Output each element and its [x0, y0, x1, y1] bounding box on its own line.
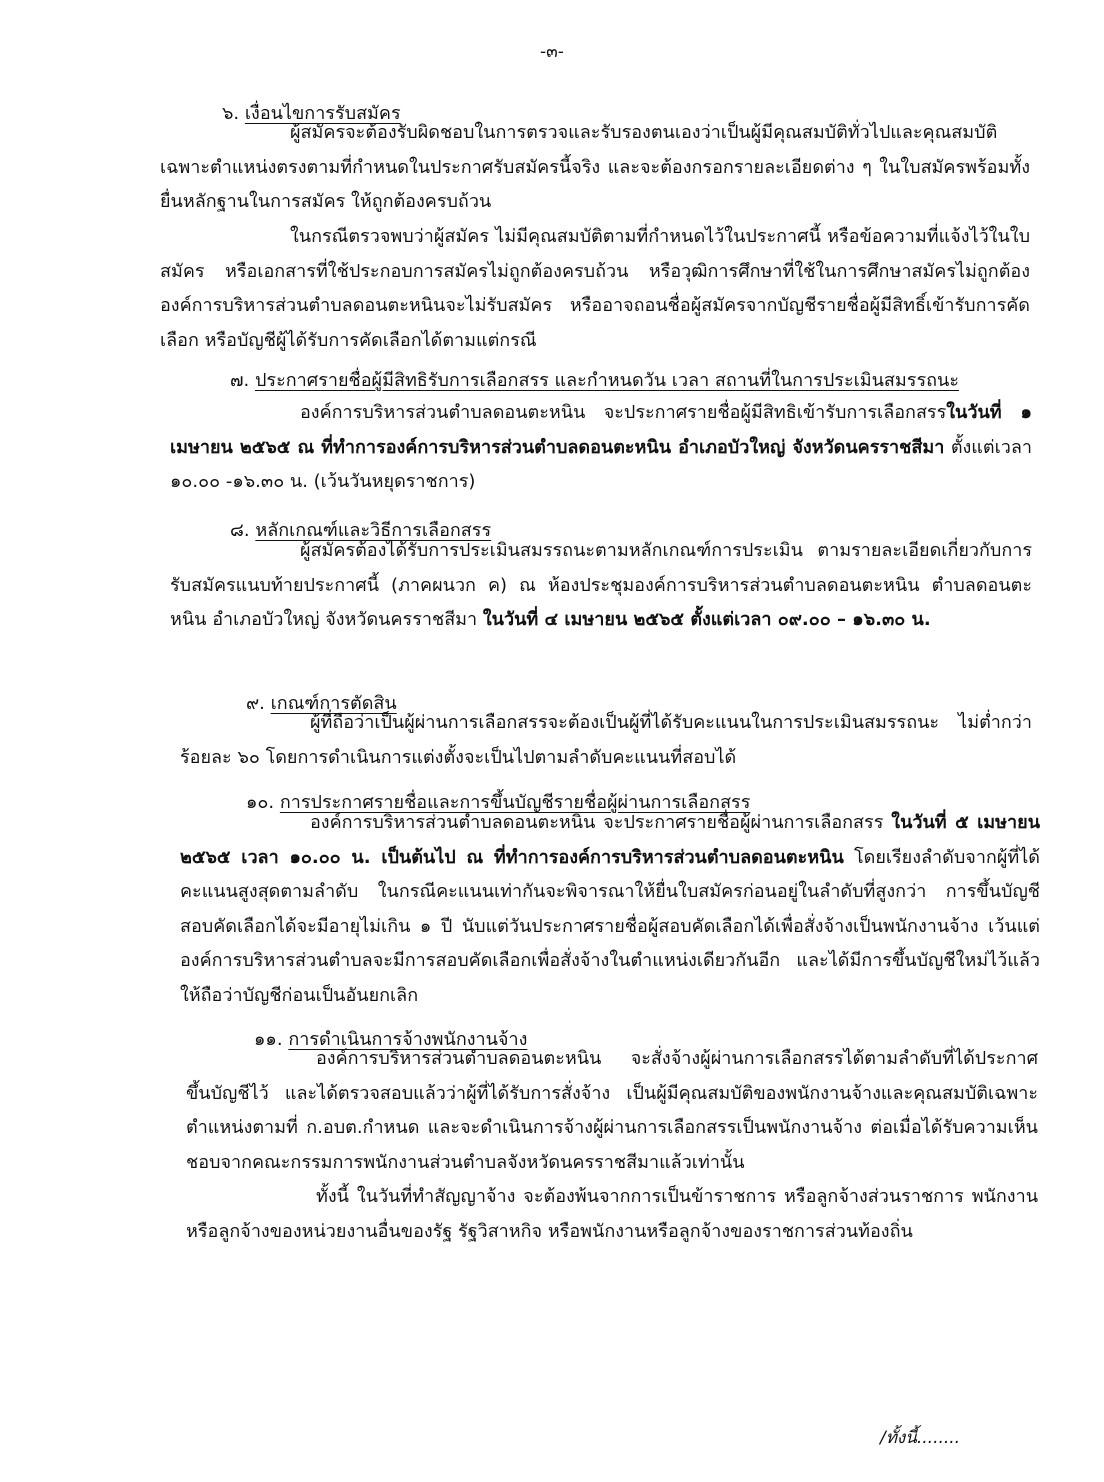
section-8-text-a: ผู้สมัครต้องได้รับการประเมินสมรรถนะตามหลักเกณฑ์การประเมิน ตามรายละเอียดเกี่ยวกับการรับสมัครแนบท้ายประกาศนี้ (ภาคผนวก ค) ณ ห้องประชุมองค์การบริหารส่วนตำบลดอนตะหนิน ตำบลดอนตะหนิน อำเภอบัวใหญ่ จังหวัดนครราชสีมา [170, 540, 1032, 630]
continuation-note: /ทั้งนี้........ [880, 1428, 961, 1448]
section-9-title: เกณฑ์การตัดสิน [270, 693, 397, 714]
section-7-number: ๗. [230, 370, 250, 391]
section-7-heading [230, 365, 959, 394]
section-6-paragraph-2: ในกรณีตรวจพบว่าผู้สมัคร ไม่มีคุณสมบัติตามที่กำหนดไว้ในประกาศนี้ หรือข้อความที่แจ้งไว้ในใบสมัคร หรือเอกสารที่ใช้ประกอบการสมัครไม่ถูกต้องครบถ้วน หรือวุฒิการศึกษาที่ใช้ในการศึกษาสมัครไม่ถูกต้อง องค์การบริหารส่วนตำบลดอนตะหนินจะไม่รับสมัคร หรืออาจถอนชื่อผู้สมัครจากบัญชีรายชื่อผู้มีสิทธิ์เข้ารับการคัดเลือก หรือบัญชีผู้ได้รับการคัดเลือกได้ตามแต่กรณี [160, 226, 1030, 351]
section-10-date-location: ในวันที่ ๕ เมษายน ๒๕๖๕ เวลา ๑๐.๐๐ น. เป็นต้นไป ณ ที่ทำการองค์การบริหารส่วนตำบลดอนตะหนิน [180, 812, 1040, 868]
section-11-title: การดำเนินการจ้างพนักงานจ้าง [288, 1029, 528, 1050]
section-7-text-a: องค์การบริหารส่วนตำบลดอนตะหนิน จะประกาศรายชื่อผู้มีสิทธิเข้ารับการเลือกสรร [300, 402, 947, 423]
section-9-paragraph: ผู้ที่ถือว่าเป็นผู้ผ่านการเลือกสรรจะต้องเป็นผู้ที่ได้รับคะแนนในการประเมินสมรรถนะ ไม่ต่ำกว่าร้อยละ ๖๐ โดยการดำเนินการแต่งตั้งจะเป็นไปตามลำดับคะแนนที่สอบได้ [180, 712, 1032, 768]
section-10-paragraph [180, 806, 1040, 1013]
section-8-paragraph [170, 534, 1032, 638]
section-11-paragraph-2: ทั้งนี้ ในวันที่ทำสัญญาจ้าง จะต้องพ้นจากการเป็นข้าราชการ หรือลูกจ้างส่วนราชการ พนักงาน หรือลูกจ้างของหน่วยงานอื่นของรัฐ รัฐวิสาหกิจ หรือพนักงานหรือลูกจ้างของราชการส่วนท้องถิ่น [186, 1186, 1038, 1242]
section-6-title: เงื่อนไขการรับสมัคร [244, 103, 401, 124]
section-9-number: ๙. [246, 693, 265, 714]
section-10-text-a: องค์การบริหารส่วนตำบลดอนตะหนิน จะประกาศรายชื่อผู้ผ่านการเลือกสรร [310, 812, 892, 833]
section-10-title: การประกาศรายชื่อและการขึ้นบัญชีรายชื่อผู้ผ่านการเลือกสรร [279, 792, 751, 813]
section-7-paragraph [170, 396, 1032, 500]
section-10-number: ๑๐. [246, 792, 275, 813]
section-10-text-c: โดยเรียงลำดับจากผู้ที่ได้คะแนนสูงสุดตามลำดับ ในกรณีคะแนนเท่ากันจะพิจารณาให้ยื่นใบสมัครก่อนอยู่ในลำดับที่สูงกว่า การขึ้นบัญชีสอบคัดเลือกได้จะมีอายุไม่เกิน ๑ ปี นับแต่วันประกาศรายชื่อผู้สอบคัดเลือกได้เพื่อสั่งจ้างเป็นพนักงานจ้าง เว้นแต่องค์การบริหารส่วนตำบลจะมีการสอบคัดเลือกเพื่อสั่งจ้างในตำแหน่งเดียวกันอีก และได้มีการขึ้นบัญชีใหม่ไว้แล้ว ให้ถือว่าบัญชีก่อนเป็นอันยกเลิก [180, 846, 1040, 1006]
section-6-number: ๖. [222, 103, 240, 124]
section-8-date-time: ในวันที่ ๔ เมษายน ๒๕๖๕ ตั้งแต่เวลา ๐๙.๐๐ – ๑๖.๓๐ น. [482, 609, 931, 630]
section-11-number: ๑๑. [254, 1029, 283, 1050]
section-7-title: ประกาศรายชื่อผู้มีสิทธิรับการเลือกสรร และกำหนดวัน เวลา สถานที่ในการประเมินสมรรถนะ [255, 370, 959, 391]
page-number: -๓- [540, 42, 564, 62]
section-8-number: ๘. [230, 520, 250, 541]
section-7-text-c: ตั้งแต่เวลา ๑๐.๐๐ -๑๖.๓๐ น. (เว้นวันหยุดราชการ) [170, 436, 1033, 492]
section-11-paragraph-1: องค์การบริหารส่วนตำบลดอนตะหนิน จะสั่งจ้างผู้ผ่านการเลือกสรรได้ตามลำดับที่ได้ประกาศขึ้นบัญชีไว้ และได้ตรวจสอบแล้วว่าผู้ที่ได้รับการสั่งจ้าง เป็นผู้มีคุณสมบัติของพนักงานจ้างและคุณสมบัติเฉพาะตำแหน่งตามที่ ก.อบต.กำหนด และจะดำเนินการจ้างผู้ผ่านการเลือกสรรเป็นพนักงานจ้าง ต่อเมื่อได้รับความเห็นชอบจากคณะกรรมการพนักงานส่วนตำบลจังหวัดนครราชสีมาแล้วเท่านั้น [186, 1048, 1038, 1173]
section-6-paragraph-1: ผู้สมัครจะต้องรับผิดชอบในการตรวจและรับรองตนเองว่าเป็นผู้มีคุณสมบัติทั่วไปและคุณสมบัติเฉพาะตำแหน่งตรงตามที่กำหนดในประกาศรับสมัครนี้จริง และจะต้องกรอกรายละเอียดต่าง ๆ ในใบสมัครพร้อมทั้งยื่นหลักฐานในการสมัคร ให้ถูกต้องครบถ้วน [160, 122, 1030, 212]
section-7-date-location: ในวันที่ ๑ เมษายน ๒๕๖๕ ณ ที่ทำการองค์การบริหารส่วนตำบลดอนตะหนิน อำเภอบัวใหญ่ จังหวัดนครราชสีมา [170, 402, 1032, 458]
section-8-title: หลักเกณฑ์และวิธีการเลือกสรร [255, 520, 492, 541]
